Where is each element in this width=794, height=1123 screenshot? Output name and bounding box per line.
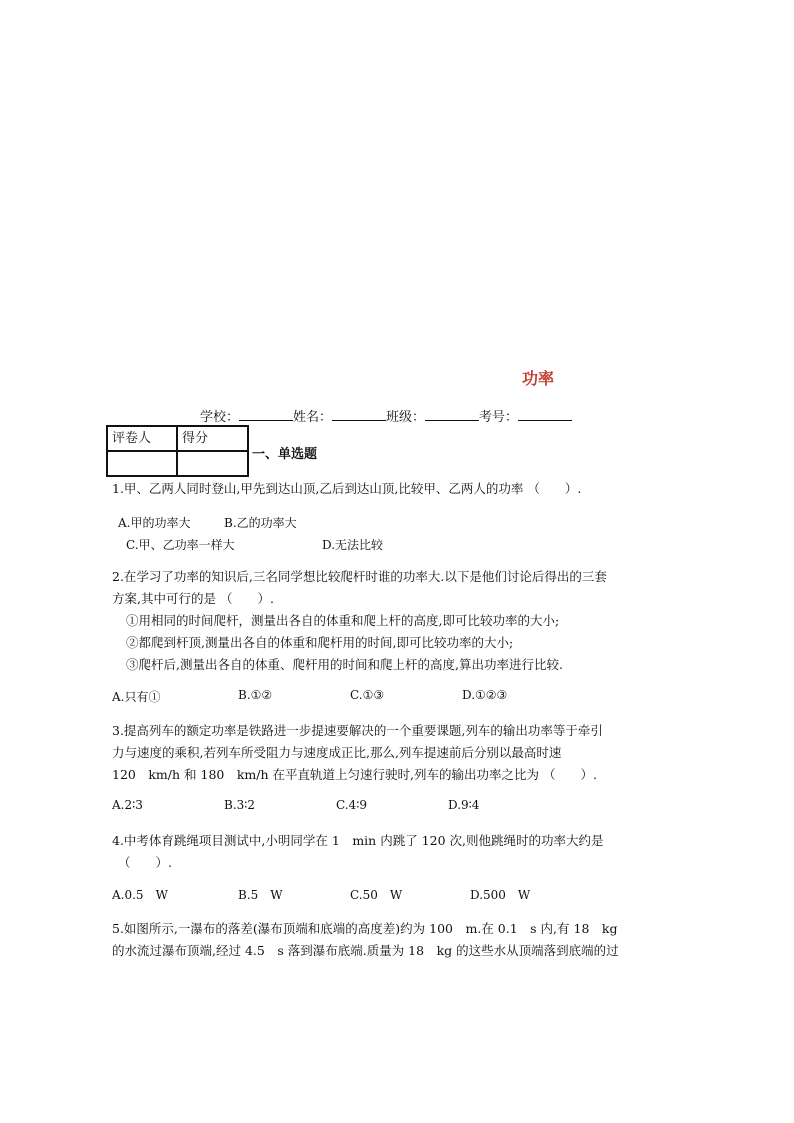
score-header: 得分	[177, 426, 248, 451]
q4-option-d: D.500 W	[470, 888, 531, 902]
q4-option-b: B.5 W	[238, 888, 283, 902]
q3-stem-line3: 120 km/h 和 180 km/h 在平直轨道上匀速行驶时,列车的输出功率之比为 （ ）.	[112, 767, 597, 782]
score-cell	[177, 451, 248, 476]
school-label: 学校：	[200, 410, 240, 425]
q4-option-a: A.0.5 W	[112, 888, 168, 902]
q3-option-c: C.4∶9	[336, 798, 367, 812]
q2-scheme-3: ③爬杆后,测量出各自的体重、爬杆用的时间和爬上杆的高度,算出功率进行比较.	[126, 657, 563, 672]
q5-stem-line1: 5.如图所示,一瀑布的落差(瀑布顶端和底端的高度差)约为 100 m.在 0.1 s 内,有 18 kg	[112, 921, 618, 936]
exam-no-label: 考号：	[479, 410, 519, 425]
q2-scheme-2: ②都爬到杆顶,测量出各自的体重和爬杆用的时间,即可比较功率的大小;	[126, 635, 514, 650]
q1-option-a: A.甲的功率大	[118, 516, 191, 530]
q3-option-a: A.2∶3	[112, 798, 143, 812]
q3-stem-line2: 力与速度的乘积,若列车所受阻力与速度成正比,那么,列车提速前后分别以最高时速	[112, 745, 562, 760]
q1-stem: 1.甲、乙两人同时登山,甲先到达山顶,乙后到达山顶,比较甲、乙两人的功率 （ ）.	[112, 481, 582, 496]
q4-stem-line1: 4.中考体育跳绳项目测试中,小明同学在 1 min 内跳了 120 次,则他跳绳时的功率大约是	[112, 833, 604, 848]
class-blank	[425, 408, 479, 421]
q2-option-a: A.只有①	[112, 690, 161, 704]
school-blank	[239, 408, 293, 421]
q2-option-c: C.①③	[350, 688, 385, 702]
q2-stem-line1: 2.在学习了功率的知识后,三名同学想比较爬杆时谁的功率大.以下是他们讨论后得出的三套	[112, 569, 607, 584]
q2-stem-line2: 方案,其中可行的是 （ ）.	[112, 591, 274, 606]
class-label: 班级：	[386, 410, 426, 425]
q1-option-b: B.乙的功率大	[224, 516, 297, 530]
q1-option-d: D.无法比较	[322, 538, 384, 552]
name-label: 姓名：	[293, 410, 333, 425]
q2-scheme-1: ①用相同的时间爬杆，测量出各自的体重和爬上杆的高度,即可比较功率的大小;	[126, 613, 560, 628]
q4-stem-line2: （ ）.	[118, 855, 172, 870]
q4-option-c: C.50 W	[350, 888, 403, 902]
q3-option-b: B.3∶2	[224, 798, 256, 812]
name-blank	[332, 408, 386, 421]
q3-option-d: D.9∶4	[448, 798, 480, 812]
exam-no-blank	[518, 408, 572, 421]
q2-option-b: B.①②	[238, 688, 273, 702]
q5-stem-line2: 的水流过瀑布顶端,经过 4.5 s 落到瀑布底端.质量为 18 kg 的这些水从顶端落到底端的过	[112, 943, 619, 958]
score-table	[106, 425, 249, 477]
grader-header: 评卷人	[107, 426, 177, 451]
page-title: 功率	[522, 369, 555, 388]
student-info-line	[200, 406, 572, 425]
section-heading: 一、单选题	[252, 447, 318, 462]
grader-cell	[107, 451, 177, 476]
q1-option-c: C.甲、乙功率一样大	[126, 538, 235, 552]
q3-stem-line1: 3.提高列车的额定功率是铁路进一步提速要解决的一个重要课题,列车的输出功率等于牵引	[112, 723, 603, 738]
q2-option-d: D.①②③	[462, 688, 508, 702]
